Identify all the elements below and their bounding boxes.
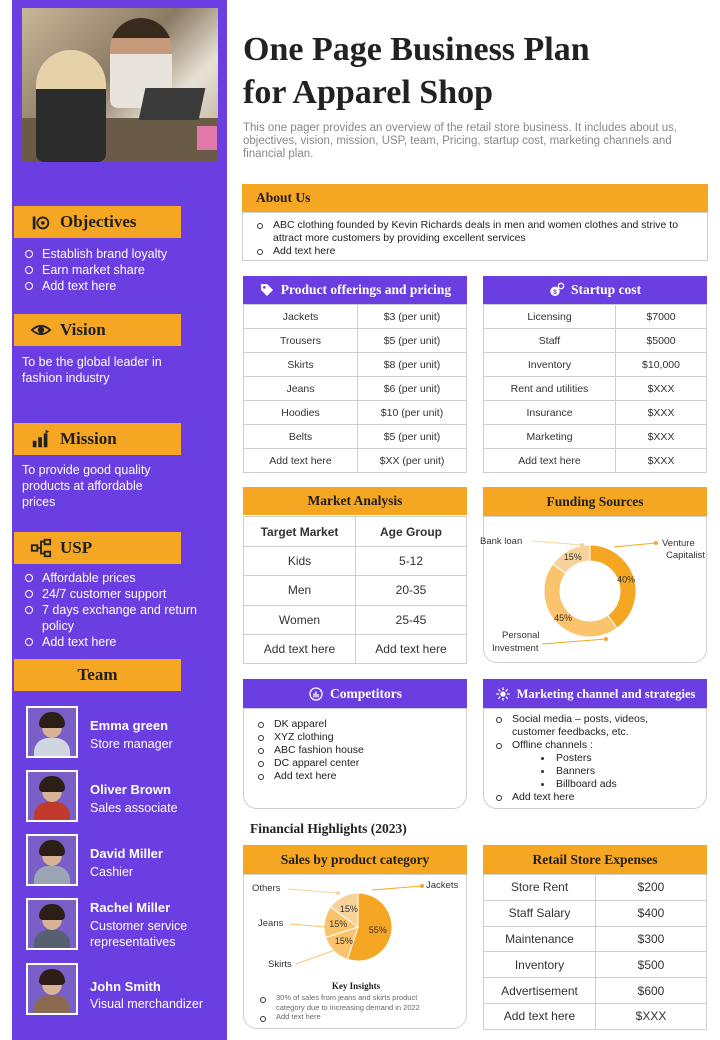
table-cell: $XXX bbox=[616, 425, 707, 449]
pie-slice bbox=[590, 545, 636, 628]
slice-label: 15% bbox=[563, 552, 582, 563]
column-header: Age Group bbox=[356, 517, 467, 547]
table-row bbox=[484, 329, 707, 353]
table-cell: $XXX bbox=[616, 377, 707, 401]
hero-photo bbox=[22, 8, 218, 162]
avatar bbox=[26, 834, 78, 886]
slice-label: 55% bbox=[368, 925, 387, 936]
table-row bbox=[484, 425, 707, 449]
table-row bbox=[244, 377, 467, 401]
team-member: John Smith Visual merchandizer bbox=[26, 963, 216, 1017]
objectives-list bbox=[24, 246, 167, 294]
table-row bbox=[244, 605, 467, 634]
legend-label: Capitalist bbox=[666, 550, 706, 561]
table-cell: $10,000 bbox=[616, 353, 707, 377]
startup-cost-header: $ Startup cost bbox=[483, 276, 707, 304]
team-member: Rachel Miller Customer service representatives bbox=[26, 898, 216, 952]
list-item: Add text here bbox=[258, 1012, 444, 1022]
table-cell: Staff bbox=[484, 329, 616, 353]
marketing-panel bbox=[483, 708, 707, 809]
list-subitem: Billboard ads bbox=[494, 778, 694, 791]
market-analysis-table bbox=[243, 516, 467, 664]
table-cell: Women bbox=[244, 605, 356, 634]
table-row bbox=[244, 305, 467, 329]
list-item: 24/7 customer support bbox=[24, 586, 204, 602]
avatar bbox=[26, 963, 78, 1015]
table-cell: $8 (per unit) bbox=[358, 353, 467, 377]
table-row bbox=[484, 952, 707, 978]
about-us-header: About Us bbox=[242, 184, 708, 212]
slice-label: 40% bbox=[617, 574, 636, 585]
team-member: Oliver Brown Sales associate bbox=[26, 770, 216, 824]
sales-panel bbox=[243, 874, 467, 1029]
table-cell: Advertisement bbox=[484, 978, 596, 1004]
table-cell: Rent and utilities bbox=[484, 377, 616, 401]
objectives-header: Objectives bbox=[14, 206, 181, 238]
table-cell: $500 bbox=[596, 952, 707, 978]
table-row bbox=[484, 305, 707, 329]
expenses-table bbox=[483, 874, 707, 1030]
table-row bbox=[244, 576, 467, 605]
table-cell: $10 (per unit) bbox=[358, 401, 467, 425]
table-row bbox=[244, 547, 467, 576]
funding-sources-header: Funding Sources bbox=[483, 487, 707, 517]
leader-line bbox=[288, 889, 338, 893]
table-cell: Add text here bbox=[356, 634, 467, 663]
sales-header: Sales by product category bbox=[243, 845, 467, 875]
vision-header: Vision bbox=[14, 314, 181, 346]
leader-dot bbox=[604, 637, 608, 641]
avatar bbox=[26, 706, 78, 758]
leader-line bbox=[532, 541, 582, 545]
table-cell: Add text here bbox=[484, 1003, 596, 1029]
mission-header: Mission bbox=[14, 423, 181, 455]
team-header: Team bbox=[14, 659, 181, 691]
legend-label: Others bbox=[252, 883, 281, 894]
competitors-panel bbox=[243, 708, 467, 809]
network-icon bbox=[30, 537, 52, 559]
list-item: Establish brand loyalty bbox=[24, 246, 167, 262]
list-item: Earn market share bbox=[24, 262, 167, 278]
table-cell: $5000 bbox=[616, 329, 707, 353]
list-item: ABC clothing founded by Kevin Richards deals in men and women clothes and strive to attract more customers by providing excellent services bbox=[255, 219, 685, 245]
table-row bbox=[484, 978, 707, 1004]
avatar bbox=[26, 770, 78, 822]
products-header: Product offerings and pricing bbox=[243, 276, 467, 304]
table-cell: $7000 bbox=[616, 305, 707, 329]
list-item: Add text here bbox=[24, 634, 204, 650]
leader-dot bbox=[580, 543, 584, 547]
table-cell: $400 bbox=[596, 900, 707, 926]
table-cell: Staff Salary bbox=[484, 900, 596, 926]
svg-text:$: $ bbox=[553, 289, 557, 296]
table-row bbox=[484, 1003, 707, 1029]
leader-line bbox=[372, 886, 422, 890]
table-row bbox=[484, 449, 707, 473]
list-item: ABC fashion house bbox=[256, 744, 364, 757]
list-item: Add text here bbox=[494, 791, 694, 804]
list-item: Social media – posts, videos, customer feedbacks, etc. bbox=[494, 713, 694, 739]
table-cell: Add text here bbox=[244, 449, 358, 473]
table-cell: $300 bbox=[596, 926, 707, 952]
list-item: Affordable prices bbox=[24, 570, 204, 586]
table-row bbox=[484, 377, 707, 401]
mission-text: To provide good quality products at affordable prices bbox=[22, 463, 151, 509]
competitors-icon bbox=[308, 686, 324, 702]
vision-text: To be the global leader in fashion industry bbox=[22, 355, 162, 385]
table-row bbox=[244, 329, 467, 353]
page-title: One Page Business Plan for Apparel Shop bbox=[243, 31, 590, 111]
legend-label: Investment bbox=[492, 643, 539, 654]
key-insights-list bbox=[258, 993, 444, 1022]
list-subitem: Banners bbox=[494, 765, 694, 778]
table-row bbox=[484, 875, 707, 901]
leader-dot bbox=[420, 884, 424, 888]
leader-dot bbox=[324, 925, 328, 929]
table-cell: $5 (per unit) bbox=[358, 329, 467, 353]
list-item: 30% of sales from jeans and skirts product category due to increasing demand in 2022 bbox=[258, 993, 444, 1012]
expenses-header: Retail Store Expenses bbox=[483, 845, 707, 875]
slice-label: 45% bbox=[554, 612, 573, 623]
table-row bbox=[244, 353, 467, 377]
table-cell: $XXX bbox=[596, 1003, 707, 1029]
pie-slice bbox=[544, 564, 617, 637]
table-cell: Kids bbox=[244, 547, 356, 576]
table-cell: Inventory bbox=[484, 952, 596, 978]
leader-dot bbox=[336, 947, 340, 951]
column-header: Target Market bbox=[244, 517, 356, 547]
table-cell: Jackets bbox=[244, 305, 358, 329]
table-cell: Trousers bbox=[244, 329, 358, 353]
tag-icon bbox=[259, 282, 275, 298]
table-row bbox=[484, 926, 707, 952]
table-row bbox=[244, 425, 467, 449]
leader-line bbox=[614, 543, 656, 547]
slice-label: 15% bbox=[329, 918, 348, 929]
table-cell: Insurance bbox=[484, 401, 616, 425]
team-member: David Miller Cashier bbox=[26, 834, 216, 888]
table-cell: Store Rent bbox=[484, 875, 596, 901]
key-insights-title: Key Insights bbox=[331, 981, 381, 991]
table-cell: $6 (per unit) bbox=[358, 377, 467, 401]
legend-label: Personal bbox=[502, 630, 540, 641]
table-cell: Maintenance bbox=[484, 926, 596, 952]
leader-line bbox=[296, 949, 338, 964]
usp-header: USP bbox=[14, 532, 181, 564]
table-cell: 5-12 bbox=[356, 547, 467, 576]
list-item: Add text here bbox=[255, 245, 685, 258]
table-cell: Belts bbox=[244, 425, 358, 449]
legend-label: Skirts bbox=[268, 959, 292, 970]
slice-label: 15% bbox=[339, 904, 358, 915]
list-item: DK apparel bbox=[256, 718, 364, 731]
market-analysis-header: Market Analysis bbox=[243, 487, 467, 515]
objectives-icon bbox=[30, 211, 52, 233]
financial-highlights-title: Financial Highlights (2023) bbox=[250, 821, 407, 836]
list-item: XYZ clothing bbox=[256, 731, 364, 744]
mission-icon bbox=[30, 428, 52, 450]
table-cell: 25-45 bbox=[356, 605, 467, 634]
page-subtitle: This one pager provides an overview of the retail store business. It includes about us, objectives, vision, mission, USP, team, Pricing, startup cost, marketing channels and financial plan. bbox=[243, 122, 678, 160]
leader-dot bbox=[336, 891, 340, 895]
leader-dot bbox=[654, 541, 658, 545]
leader-line bbox=[542, 639, 606, 644]
competitors-header: Competitors bbox=[243, 679, 467, 709]
avatar bbox=[26, 898, 78, 950]
table-cell: Inventory bbox=[484, 353, 616, 377]
table-row bbox=[484, 353, 707, 377]
table-cell: Men bbox=[244, 576, 356, 605]
table-cell: Jeans bbox=[244, 377, 358, 401]
usp-list bbox=[24, 570, 204, 650]
table-row bbox=[244, 401, 467, 425]
sidebar bbox=[12, 0, 227, 1040]
products-table bbox=[243, 304, 467, 473]
table-row bbox=[244, 634, 467, 663]
funding-panel bbox=[480, 516, 707, 663]
table-cell: Hoodies bbox=[244, 401, 358, 425]
legend-label: Jackets bbox=[426, 880, 459, 891]
legend-label: Jeans bbox=[258, 918, 284, 929]
legend-label: Venture bbox=[662, 538, 695, 549]
table-cell: Licensing bbox=[484, 305, 616, 329]
money-gear-icon bbox=[549, 282, 565, 298]
list-item: Offline channels : bbox=[494, 739, 694, 752]
list-item: Add text here bbox=[256, 770, 364, 783]
table-cell: $XXX bbox=[616, 401, 707, 425]
list-item: 7 days exchange and return policy bbox=[24, 602, 204, 634]
table-row bbox=[244, 449, 467, 473]
table-cell: Skirts bbox=[244, 353, 358, 377]
spark-icon bbox=[495, 686, 511, 702]
table-cell: 20-35 bbox=[356, 576, 467, 605]
slice-label: 15% bbox=[334, 936, 353, 947]
table-cell: $XX (per unit) bbox=[358, 449, 467, 473]
list-item: DC apparel center bbox=[256, 757, 364, 770]
table-cell: Marketing bbox=[484, 425, 616, 449]
startup-cost-table bbox=[483, 304, 707, 473]
table-row bbox=[484, 401, 707, 425]
table-cell: $3 (per unit) bbox=[358, 305, 467, 329]
marketing-header: Marketing channel and strategies bbox=[483, 679, 707, 709]
table-row bbox=[484, 900, 707, 926]
leader-line bbox=[290, 924, 326, 927]
table-cell: $600 bbox=[596, 978, 707, 1004]
table-cell: Add text here bbox=[244, 634, 356, 663]
list-item: Add text here bbox=[24, 278, 167, 294]
eye-icon bbox=[30, 319, 52, 341]
legend-label: Bank loan bbox=[480, 536, 523, 547]
table-cell: $XXX bbox=[616, 449, 707, 473]
about-us-panel bbox=[242, 212, 708, 261]
list-subitem: Posters bbox=[494, 752, 694, 765]
table-cell: $200 bbox=[596, 875, 707, 901]
table-cell: $5 (per unit) bbox=[358, 425, 467, 449]
team-member: Emma green Store manager bbox=[26, 706, 216, 760]
table-cell: Add text here bbox=[484, 449, 616, 473]
